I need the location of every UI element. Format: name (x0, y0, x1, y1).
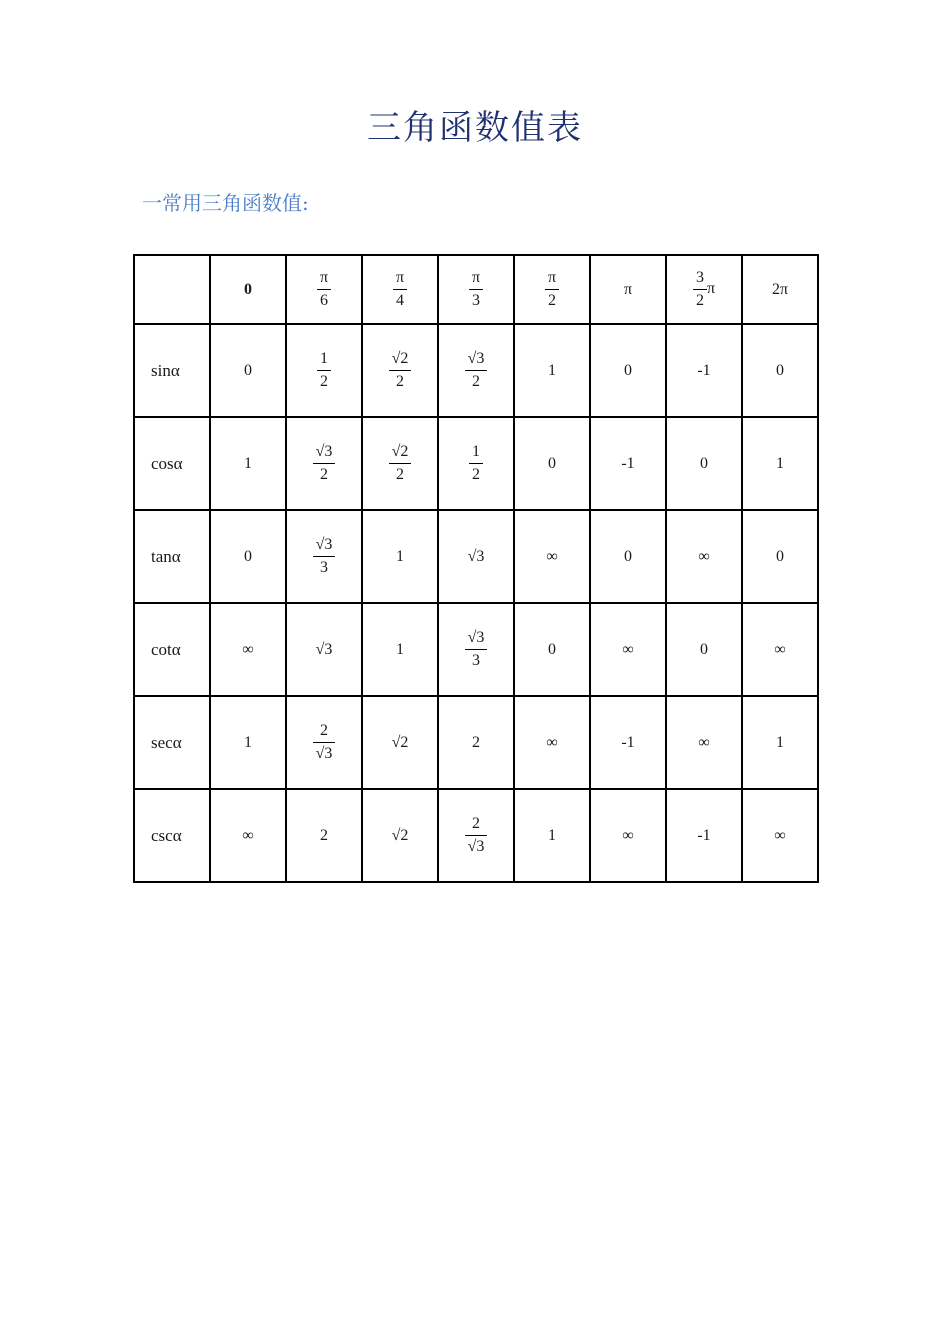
row-label: cosα (134, 417, 210, 510)
fraction-denominator: 3 (472, 652, 480, 669)
cell-value: -1 (621, 733, 635, 751)
fraction-numerator: √3 (315, 536, 333, 553)
fraction-numerator: 2 (472, 815, 480, 832)
cell-value: 1 (776, 733, 784, 751)
cell-value: -1 (697, 826, 711, 844)
fraction-denominator: 2 (472, 466, 480, 483)
table-cell (742, 603, 818, 696)
table-cell (438, 603, 514, 696)
table-cell (362, 417, 438, 510)
fraction (465, 630, 488, 669)
table-cell (438, 510, 514, 603)
column-header (666, 255, 742, 324)
column-header (514, 255, 590, 324)
table-cell (514, 696, 590, 789)
fraction-numerator: π (319, 269, 329, 286)
fraction-denominator: 2 (396, 466, 404, 483)
cell-value: 0 (244, 280, 252, 298)
table-cell (666, 696, 742, 789)
table-cell (438, 789, 514, 882)
fraction-denominator: 6 (319, 292, 328, 309)
fraction (545, 270, 559, 309)
fraction (317, 270, 331, 309)
fraction (693, 270, 707, 309)
cell-value: 2 (320, 826, 328, 844)
table-cell (438, 417, 514, 510)
fraction (469, 444, 483, 483)
table-cell (514, 603, 590, 696)
cell-value: ∞ (546, 733, 558, 751)
fraction-denominator: 3 (320, 559, 328, 576)
table-row (134, 417, 818, 510)
cell-value: 0 (244, 547, 252, 565)
cell-value: 1 (396, 547, 404, 565)
table-cell (590, 603, 666, 696)
table-cell (666, 324, 742, 417)
cell-value: 0 (548, 454, 556, 472)
fraction (389, 351, 412, 390)
cell-value: π (623, 280, 633, 298)
fraction (313, 723, 336, 762)
cell-value: ∞ (242, 826, 254, 844)
table-body (134, 255, 818, 882)
table-cell (666, 510, 742, 603)
fraction-numerator: 3 (695, 269, 704, 286)
table-cell (590, 789, 666, 882)
table-cell (590, 324, 666, 417)
table-cell (210, 510, 286, 603)
column-header (590, 255, 666, 324)
fraction (465, 816, 488, 855)
fraction (393, 270, 407, 309)
fraction-denominator: 4 (395, 292, 404, 309)
table-cell (286, 417, 362, 510)
fraction-numerator: √3 (315, 443, 333, 460)
table-row (134, 696, 818, 789)
row-label: cotα (134, 603, 210, 696)
fraction-denominator: 2 (547, 292, 556, 309)
table-cell (362, 510, 438, 603)
row-label: sinα (134, 324, 210, 417)
table-row (134, 510, 818, 603)
fraction-numerator: 1 (320, 350, 328, 367)
cell-value: 1 (548, 361, 556, 379)
fraction-denominator: 3 (471, 292, 480, 309)
cell-value: -1 (697, 361, 711, 379)
cell-value: 0 (548, 640, 556, 658)
fraction-numerator: 2 (320, 722, 328, 739)
cell-value: 0 (244, 361, 252, 379)
table-cell (742, 696, 818, 789)
row-label: secα (134, 696, 210, 789)
table-cell (286, 789, 362, 882)
fraction (313, 537, 336, 576)
table-row (134, 324, 818, 417)
cell-value: ∞ (774, 826, 786, 844)
cell-value: 0 (624, 361, 632, 379)
cell-value: 0 (700, 454, 708, 472)
table-cell (286, 510, 362, 603)
section-heading: 一常用三角函数值: (142, 191, 309, 215)
cell-value: ∞ (698, 547, 710, 565)
column-header (438, 255, 514, 324)
table-cell (286, 696, 362, 789)
fraction (389, 444, 412, 483)
table-cell (438, 696, 514, 789)
fraction-denominator: √3 (467, 838, 485, 855)
fraction-denominator: 2 (320, 466, 328, 483)
table-cell (666, 789, 742, 882)
fraction (465, 351, 488, 390)
table-row (134, 603, 818, 696)
cell-value: ∞ (242, 640, 254, 658)
fraction-denominator: 2 (695, 292, 704, 309)
fraction-suffix: π (706, 280, 716, 298)
cell-value: √3 (467, 547, 485, 565)
table-cell (362, 789, 438, 882)
table-cell (210, 603, 286, 696)
table-cell (514, 417, 590, 510)
fraction (313, 444, 336, 483)
fraction-numerator: 1 (472, 443, 480, 460)
cell-value: √2 (391, 733, 409, 751)
table-cell (362, 603, 438, 696)
cell-value: 1 (548, 826, 556, 844)
fraction-numerator: √3 (467, 350, 485, 367)
fraction-denominator: √3 (315, 745, 333, 762)
fraction-numerator: π (547, 269, 557, 286)
table-cell (742, 417, 818, 510)
cell-value: 2 (472, 733, 480, 751)
cell-value: 1 (244, 454, 252, 472)
row-label: tanα (134, 510, 210, 603)
table-cell (590, 696, 666, 789)
table-cell (742, 789, 818, 882)
fraction (469, 270, 483, 309)
cell-value: ∞ (622, 826, 634, 844)
column-header (210, 255, 286, 324)
table-cell (666, 417, 742, 510)
cell-value: -1 (621, 454, 635, 472)
table-cell (210, 789, 286, 882)
cell-value: √2 (391, 826, 409, 844)
table-cell (666, 603, 742, 696)
fraction-denominator: 2 (472, 373, 480, 390)
trig-value-table (133, 254, 819, 883)
table-cell (362, 324, 438, 417)
column-header (362, 255, 438, 324)
table-cell (286, 324, 362, 417)
cell-value: ∞ (698, 733, 710, 751)
cell-value: 0 (776, 361, 784, 379)
fraction-numerator: π (395, 269, 405, 286)
cell-value: ∞ (622, 640, 634, 658)
header-row (134, 255, 818, 324)
table-cell (590, 510, 666, 603)
cell-value: 0 (776, 547, 784, 565)
table-row (134, 789, 818, 882)
fraction-denominator: 2 (320, 373, 328, 390)
cell-value: ∞ (546, 547, 558, 565)
cell-value: ∞ (774, 640, 786, 658)
row-label: cscα (134, 789, 210, 882)
table-cell (514, 324, 590, 417)
table-cell (742, 510, 818, 603)
table-cell (514, 789, 590, 882)
table-cell (514, 510, 590, 603)
cell-value: 1 (396, 640, 404, 658)
table-cell (286, 603, 362, 696)
table-cell (438, 324, 514, 417)
fraction-numerator: π (471, 269, 481, 286)
table-cell (210, 417, 286, 510)
cell-value: 0 (624, 547, 632, 565)
fraction (317, 351, 331, 390)
table-cell (210, 696, 286, 789)
column-header (286, 255, 362, 324)
fraction-numerator: √2 (391, 350, 409, 367)
table-cell (742, 324, 818, 417)
table-cell (362, 696, 438, 789)
table-cell (210, 324, 286, 417)
fraction-denominator: 2 (396, 373, 404, 390)
table-cell (590, 417, 666, 510)
cell-value: 1 (244, 733, 252, 751)
cell-value: 1 (776, 454, 784, 472)
fraction-numerator: √3 (467, 629, 485, 646)
corner-cell (134, 255, 210, 324)
page-title: 三角函数值表 (367, 108, 583, 148)
cell-value: 2π (771, 280, 789, 298)
column-header (742, 255, 818, 324)
cell-value: 0 (700, 640, 708, 658)
cell-value: √3 (315, 640, 333, 658)
fraction-numerator: √2 (391, 443, 409, 460)
